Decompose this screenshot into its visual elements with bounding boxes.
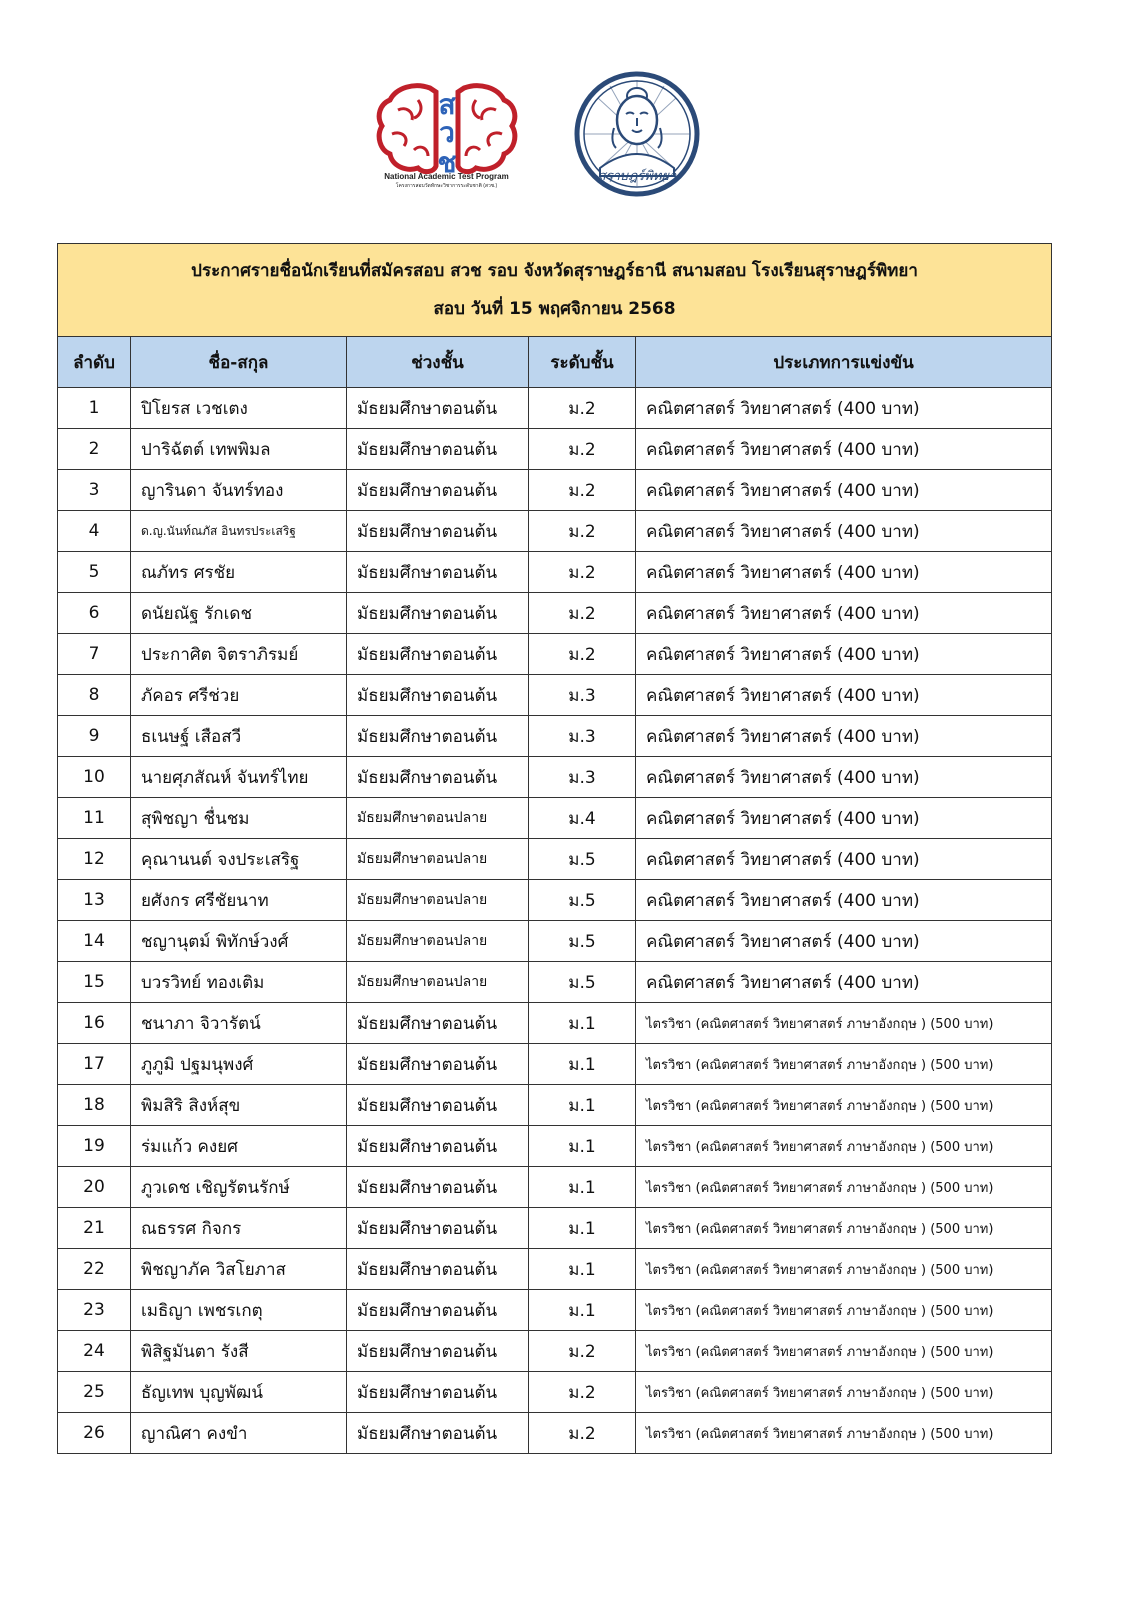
cell-no: 21 — [58, 1208, 131, 1249]
cell-type: คณิตศาสตร์ วิทยาศาสตร์ (400 บาท) — [636, 962, 1052, 1003]
cell-type: ไตรวิชา (คณิตศาสตร์ วิทยาศาสตร์ ภาษาอังกฤษ ) (500 บาท) — [636, 1085, 1052, 1126]
cell-type: ไตรวิชา (คณิตศาสตร์ วิทยาศาสตร์ ภาษาอังกฤษ ) (500 บาท) — [636, 1167, 1052, 1208]
cell-level: ม.3 — [529, 757, 636, 798]
cell-range: มัธยมศึกษาตอนต้น — [347, 1208, 529, 1249]
cell-type: คณิตศาสตร์ วิทยาศาสตร์ (400 บาท) — [636, 470, 1052, 511]
buddha-seal-icon — [570, 68, 704, 204]
table-row — [58, 552, 1052, 593]
table-row — [58, 757, 1052, 798]
cell-type: ไตรวิชา (คณิตศาสตร์ วิทยาศาสตร์ ภาษาอังกฤษ ) (500 บาท) — [636, 1372, 1052, 1413]
column-header-name: ชื่อ-สกุล — [131, 337, 347, 388]
table-row — [58, 1085, 1052, 1126]
cell-type: คณิตศาสตร์ วิทยาศาสตร์ (400 บาท) — [636, 839, 1052, 880]
cell-range: มัธยมศึกษาตอนต้น — [347, 716, 529, 757]
cell-no: 5 — [58, 552, 131, 593]
table-row — [58, 880, 1052, 921]
seal-text: สุราษฎร์พิทยา — [597, 169, 677, 184]
cell-no: 2 — [58, 429, 131, 470]
cell-range: มัธยมศึกษาตอนต้น — [347, 1290, 529, 1331]
cell-type: ไตรวิชา (คณิตศาสตร์ วิทยาศาสตร์ ภาษาอังกฤษ ) (500 บาท) — [636, 1126, 1052, 1167]
column-header-no: ลำดับ — [58, 337, 131, 388]
table-row — [58, 962, 1052, 1003]
cell-no: 3 — [58, 470, 131, 511]
cell-name: ประกาศิต จิตราภิรมย์ — [131, 634, 347, 675]
cell-level: ม.1 — [529, 1044, 636, 1085]
cell-name: ด.ญ.นันท์ณภัส อินทรประเสริฐ — [131, 511, 347, 552]
cell-type: คณิตศาสตร์ วิทยาศาสตร์ (400 บาท) — [636, 429, 1052, 470]
table-row — [58, 429, 1052, 470]
cell-name: พิสิฐมันตา รังสี — [131, 1331, 347, 1372]
table-row — [58, 593, 1052, 634]
cell-range: มัธยมศึกษาตอนต้น — [347, 1413, 529, 1454]
cell-no: 16 — [58, 1003, 131, 1044]
cell-type: ไตรวิชา (คณิตศาสตร์ วิทยาศาสตร์ ภาษาอังกฤษ ) (500 บาท) — [636, 1413, 1052, 1454]
cell-type: คณิตศาสตร์ วิทยาศาสตร์ (400 บาท) — [636, 388, 1052, 429]
cell-name: ดนัยณัฐ รักเดช — [131, 593, 347, 634]
cell-range: มัธยมศึกษาตอนต้น — [347, 675, 529, 716]
cell-no: 8 — [58, 675, 131, 716]
cell-level: ม.5 — [529, 921, 636, 962]
cell-level: ม.2 — [529, 511, 636, 552]
table-row — [58, 675, 1052, 716]
cell-name: ณธรรศ กิจกร — [131, 1208, 347, 1249]
cell-range: มัธยมศึกษาตอนปลาย — [347, 798, 529, 839]
cell-no: 14 — [58, 921, 131, 962]
table-row — [58, 798, 1052, 839]
cell-name: ภูวเดช เชิญรัตนรักษ์ — [131, 1167, 347, 1208]
cell-range: มัธยมศึกษาตอนต้น — [347, 593, 529, 634]
cell-level: ม.2 — [529, 388, 636, 429]
cell-range: มัธยมศึกษาตอนต้น — [347, 1167, 529, 1208]
cell-type: คณิตศาสตร์ วิทยาศาสตร์ (400 บาท) — [636, 593, 1052, 634]
cell-no: 23 — [58, 1290, 131, 1331]
cell-level: ม.1 — [529, 1249, 636, 1290]
cell-level: ม.1 — [529, 1208, 636, 1249]
cell-range: มัธยมศึกษาตอนปลาย — [347, 839, 529, 880]
cell-type: คณิตศาสตร์ วิทยาศาสตร์ (400 บาท) — [636, 634, 1052, 675]
cell-no: 11 — [58, 798, 131, 839]
logo-caption-sub: โครงการสอบวัดทักษะวิชาการระดับชาติ (สวช.) — [395, 183, 498, 189]
cell-range: มัธยมศึกษาตอนปลาย — [347, 962, 529, 1003]
logo-letter-2: ว — [439, 116, 455, 149]
cell-name: ธเนษฐ์ เสือสวี — [131, 716, 347, 757]
cell-type: คณิตศาสตร์ วิทยาศาสตร์ (400 บาท) — [636, 921, 1052, 962]
cell-no: 24 — [58, 1331, 131, 1372]
table-row — [58, 1126, 1052, 1167]
table-row — [58, 1249, 1052, 1290]
cell-range: มัธยมศึกษาตอนต้น — [347, 388, 529, 429]
cell-no: 26 — [58, 1413, 131, 1454]
cell-no: 9 — [58, 716, 131, 757]
cell-name: ญารินดา จันทร์ทอง — [131, 470, 347, 511]
cell-name: ภัคอร ศรีช่วย — [131, 675, 347, 716]
cell-level: ม.1 — [529, 1003, 636, 1044]
column-header-level: ระดับชั้น — [529, 337, 636, 388]
table-title-line-2: สอบ วันที่ 15 พฤศจิกายน 2568 — [433, 299, 676, 319]
cell-name: สุพิชญา ชื่นชม — [131, 798, 347, 839]
cell-name: ยศังกร ศรีชัยนาท — [131, 880, 347, 921]
cell-no: 6 — [58, 593, 131, 634]
column-header-range: ช่วงชั้น — [347, 337, 529, 388]
cell-type: ไตรวิชา (คณิตศาสตร์ วิทยาศาสตร์ ภาษาอังกฤษ ) (500 บาท) — [636, 1249, 1052, 1290]
column-header-type: ประเภทการแข่งขัน — [636, 337, 1052, 388]
cell-name: ปาริฉัตต์ เทพพิมล — [131, 429, 347, 470]
cell-name: พิชญาภัค วิสโยภาส — [131, 1249, 347, 1290]
cell-name: บวรวิทย์ ทองเติม — [131, 962, 347, 1003]
cell-level: ม.2 — [529, 1372, 636, 1413]
cell-no: 1 — [58, 388, 131, 429]
cell-name: เมธิญา เพชรเกตุ — [131, 1290, 347, 1331]
logo-caption — [374, 172, 519, 190]
cell-name: คุณานนต์ จงประเสริฐ — [131, 839, 347, 880]
table-title — [58, 244, 1052, 337]
cell-level: ม.2 — [529, 429, 636, 470]
table-row — [58, 1290, 1052, 1331]
cell-level: ม.2 — [529, 634, 636, 675]
cell-range: มัธยมศึกษาตอนต้น — [347, 757, 529, 798]
cell-no: 4 — [58, 511, 131, 552]
cell-level: ม.2 — [529, 593, 636, 634]
cell-type: ไตรวิชา (คณิตศาสตร์ วิทยาศาสตร์ ภาษาอังกฤษ ) (500 บาท) — [636, 1208, 1052, 1249]
cell-range: มัธยมศึกษาตอนต้น — [347, 1044, 529, 1085]
cell-range: มัธยมศึกษาตอนต้น — [347, 1003, 529, 1044]
cell-no: 13 — [58, 880, 131, 921]
table-row — [58, 634, 1052, 675]
cell-level: ม.2 — [529, 1331, 636, 1372]
cell-type: ไตรวิชา (คณิตศาสตร์ วิทยาศาสตร์ ภาษาอังกฤษ ) (500 บาท) — [636, 1044, 1052, 1085]
table-row — [58, 1208, 1052, 1249]
cell-type: คณิตศาสตร์ วิทยาศาสตร์ (400 บาท) — [636, 798, 1052, 839]
cell-range: มัธยมศึกษาตอนต้น — [347, 511, 529, 552]
cell-range: มัธยมศึกษาตอนต้น — [347, 1126, 529, 1167]
cell-level: ม.1 — [529, 1290, 636, 1331]
cell-name: ร่มแก้ว คงยศ — [131, 1126, 347, 1167]
cell-level: ม.5 — [529, 839, 636, 880]
cell-name: นายศุภสัณห์ จันทร์ไทย — [131, 757, 347, 798]
cell-level: ม.4 — [529, 798, 636, 839]
cell-level: ม.5 — [529, 880, 636, 921]
cell-name: ปิโยรส เวชเตง — [131, 388, 347, 429]
cell-level: ม.2 — [529, 1413, 636, 1454]
cell-no: 10 — [58, 757, 131, 798]
cell-name: ชนาภา จิวารัตน์ — [131, 1003, 347, 1044]
cell-name: ธัญเทพ บุญพัฒน์ — [131, 1372, 347, 1413]
table-row — [58, 1331, 1052, 1372]
cell-range: มัธยมศึกษาตอนปลาย — [347, 880, 529, 921]
cell-range: มัธยมศึกษาตอนต้น — [347, 1249, 529, 1290]
cell-range: มัธยมศึกษาตอนต้น — [347, 634, 529, 675]
cell-level: ม.1 — [529, 1085, 636, 1126]
cell-type: คณิตศาสตร์ วิทยาศาสตร์ (400 บาท) — [636, 757, 1052, 798]
table-row — [58, 1003, 1052, 1044]
table-row — [58, 388, 1052, 429]
cell-name: ญาณิศา คงขำ — [131, 1413, 347, 1454]
cell-no: 15 — [58, 962, 131, 1003]
cell-type: คณิตศาสตร์ วิทยาศาสตร์ (400 บาท) — [636, 880, 1052, 921]
table-row — [58, 921, 1052, 962]
table-row — [58, 1044, 1052, 1085]
cell-type: ไตรวิชา (คณิตศาสตร์ วิทยาศาสตร์ ภาษาอังกฤษ ) (500 บาท) — [636, 1331, 1052, 1372]
table-row — [58, 1413, 1052, 1454]
table-row — [58, 716, 1052, 757]
table-row — [58, 839, 1052, 880]
logo-caption-title: National Academic Test Program — [384, 172, 509, 181]
cell-level: ม.1 — [529, 1167, 636, 1208]
cell-name: ภูภูมิ ปฐมนุพงศ์ — [131, 1044, 347, 1085]
logo-letter-3: ช — [437, 146, 457, 179]
cell-range: มัธยมศึกษาตอนต้น — [347, 1085, 529, 1126]
cell-no: 7 — [58, 634, 131, 675]
cell-type: คณิตศาสตร์ วิทยาศาสตร์ (400 บาท) — [636, 552, 1052, 593]
table-row — [58, 1167, 1052, 1208]
table-row — [58, 470, 1052, 511]
cell-range: มัธยมศึกษาตอนปลาย — [347, 921, 529, 962]
cell-range: มัธยมศึกษาตอนต้น — [347, 1331, 529, 1372]
table-row — [58, 511, 1052, 552]
cell-range: มัธยมศึกษาตอนต้น — [347, 429, 529, 470]
cell-type: คณิตศาสตร์ วิทยาศาสตร์ (400 บาท) — [636, 511, 1052, 552]
cell-no: 20 — [58, 1167, 131, 1208]
cell-no: 18 — [58, 1085, 131, 1126]
cell-type: คณิตศาสตร์ วิทยาศาสตร์ (400 บาท) — [636, 716, 1052, 757]
cell-range: มัธยมศึกษาตอนต้น — [347, 1372, 529, 1413]
registration-table — [57, 243, 1051, 1454]
cell-name: ชญานุตม์ พิทักษ์วงศ์ — [131, 921, 347, 962]
cell-level: ม.2 — [529, 470, 636, 511]
cell-name: พิมสิริ สิงห์สุข — [131, 1085, 347, 1126]
cell-no: 22 — [58, 1249, 131, 1290]
cell-type: คณิตศาสตร์ วิทยาศาสตร์ (400 บาท) — [636, 675, 1052, 716]
cell-level: ม.5 — [529, 962, 636, 1003]
cell-name: ณภัทร ศรชัย — [131, 552, 347, 593]
cell-type: ไตรวิชา (คณิตศาสตร์ วิทยาศาสตร์ ภาษาอังกฤษ ) (500 บาท) — [636, 1290, 1052, 1331]
table-title-line-1: ประกาศรายชื่อนักเรียนที่สมัครสอบ สวช รอบ จังหวัดสุราษฎร์ธานี สนามสอบ โรงเรียนสุราษฎร์พิทยา — [191, 261, 918, 281]
cell-no: 19 — [58, 1126, 131, 1167]
cell-type: ไตรวิชา (คณิตศาสตร์ วิทยาศาสตร์ ภาษาอังกฤษ ) (500 บาท) — [636, 1003, 1052, 1044]
cell-range: มัธยมศึกษาตอนต้น — [347, 470, 529, 511]
cell-range: มัธยมศึกษาตอนต้น — [347, 552, 529, 593]
column-header-row — [58, 337, 1052, 388]
cell-no: 17 — [58, 1044, 131, 1085]
cell-level: ม.2 — [529, 552, 636, 593]
cell-no: 25 — [58, 1372, 131, 1413]
cell-no: 12 — [58, 839, 131, 880]
cell-level: ม.3 — [529, 716, 636, 757]
logo-bar — [0, 66, 1131, 216]
logo-letter-1: ส — [438, 88, 456, 121]
cell-level: ม.1 — [529, 1126, 636, 1167]
table-row — [58, 1372, 1052, 1413]
cell-level: ม.3 — [529, 675, 636, 716]
